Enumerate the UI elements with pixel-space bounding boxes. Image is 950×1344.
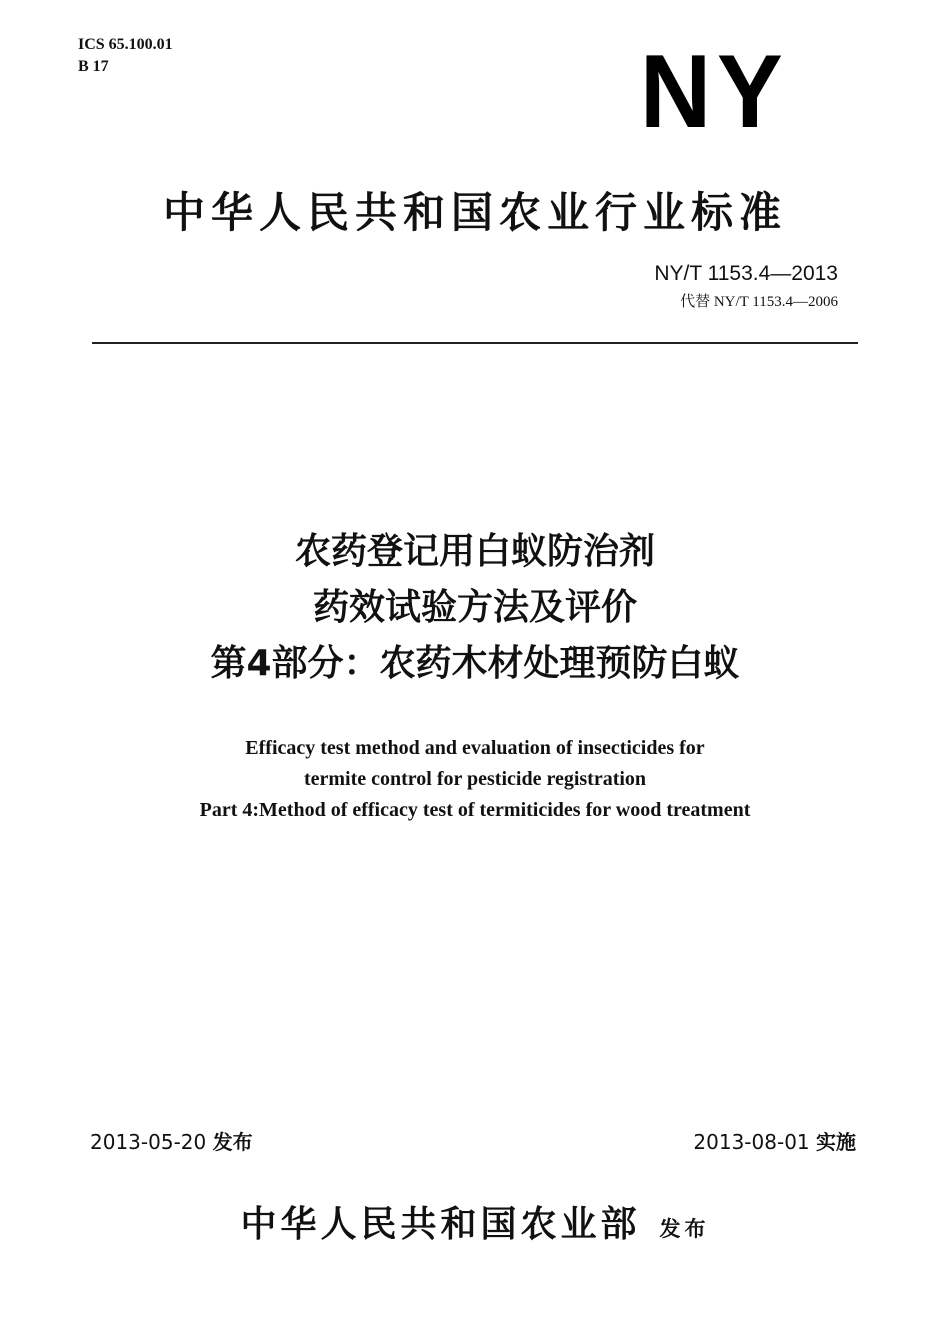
english-title-line-3: Part 4:Method of efficacy test of termiticides for wood treatment bbox=[199, 799, 751, 821]
issue-label: 发布 bbox=[212, 1130, 253, 1154]
english-title-line-1: Efficacy test method and evaluation of insecticides for bbox=[245, 737, 705, 759]
ny-logo: NY bbox=[639, 34, 788, 150]
standard-title: 中华人民共和国农业行业标准 bbox=[162, 188, 787, 237]
standard-number-block bbox=[654, 262, 838, 314]
issuer-org: 中华人民共和国农业部 bbox=[240, 1203, 641, 1245]
chinese-title bbox=[0, 524, 950, 692]
issue-date-block bbox=[90, 1126, 253, 1155]
header-divider bbox=[92, 342, 858, 344]
chinese-title-line-3: 第4部分：农药木材处理预防白蚁 bbox=[210, 643, 740, 684]
english-title bbox=[0, 733, 950, 826]
replaces-note: 代替 NY/T 1153.4—2006 bbox=[680, 294, 838, 310]
classification-codes bbox=[78, 34, 173, 78]
effective-date-block bbox=[693, 1126, 856, 1155]
ics-code: ICS 65.100.01 bbox=[78, 36, 173, 53]
chinese-title-line-1: 农药登记用白蚁防治剂 bbox=[294, 531, 655, 572]
ccs-code: B 17 bbox=[78, 58, 109, 75]
standard-number: NY/T 1153.4—2013 bbox=[654, 262, 838, 285]
issuer-action: 发布 bbox=[659, 1217, 710, 1241]
chinese-title-line-2: 药效试验方法及评价 bbox=[312, 587, 637, 628]
effective-date: 2013-08-01 bbox=[693, 1130, 810, 1154]
issuer-block bbox=[0, 1196, 950, 1247]
issue-date: 2013-05-20 bbox=[90, 1130, 207, 1154]
effective-label: 实施 bbox=[816, 1130, 856, 1154]
english-title-line-2: termite control for pesticide registration bbox=[303, 768, 647, 790]
